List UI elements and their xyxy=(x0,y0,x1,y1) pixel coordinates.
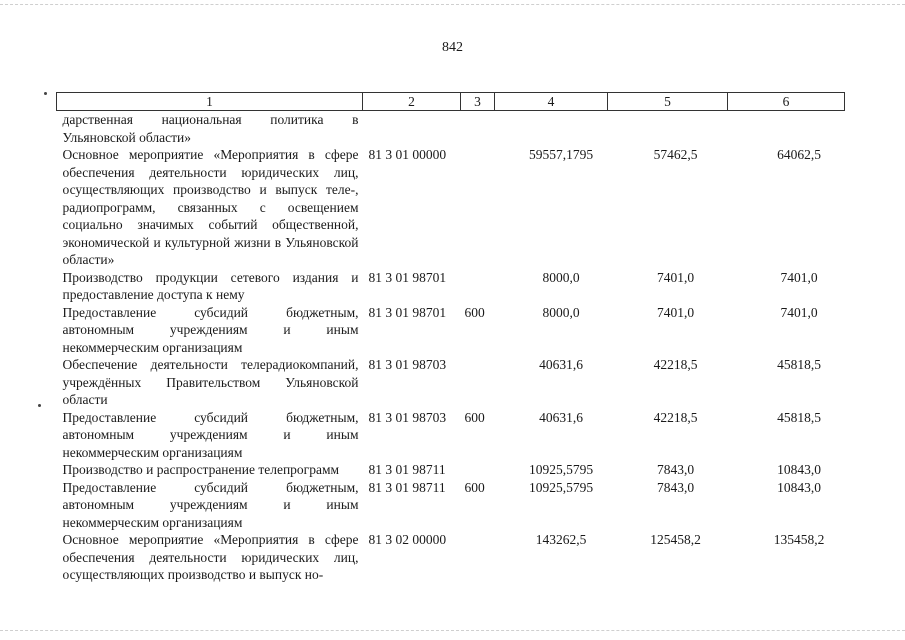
table-row xyxy=(57,409,845,462)
table-row xyxy=(57,146,845,269)
row-amount-year1: 40631,6 xyxy=(539,409,583,425)
row-name: Основное мероприятие «Мероприятия в сфере обеспечения деятельности юридических лиц, осуществляющих производство и выпуск теле-, радиопрограмм, связанных с освещением социально значимых событий общественной, экономической и культурной жизни в Ульяновской области» xyxy=(62,147,359,267)
header-col-year3: 6 xyxy=(728,93,845,111)
row-amount-year3: 45818,5 xyxy=(777,409,821,425)
row-expense-type xyxy=(461,356,495,409)
row-amount-year1: 40631,6 xyxy=(539,357,583,372)
row-expense-type: 600 xyxy=(464,479,485,495)
header-row xyxy=(57,93,845,111)
row-amount-year3: 7401,0 xyxy=(780,269,818,285)
row-amount-year1: 8000,0 xyxy=(542,269,580,285)
row-name: Основное мероприятие «Мероприятия в сфере обеспечения деятельности юридических лиц, осуществляющих производство и выпуск но- xyxy=(62,532,359,582)
row-code: 81 3 01 98703 xyxy=(368,357,447,372)
header-col-year2: 5 xyxy=(608,93,728,111)
row-expense-type xyxy=(461,269,495,304)
row-code: 81 3 01 98711 xyxy=(368,479,446,495)
table-header xyxy=(57,93,845,111)
row-expense-type xyxy=(461,111,495,147)
table-row xyxy=(57,461,845,479)
table-row xyxy=(57,479,845,532)
row-amount-year2 xyxy=(608,111,728,147)
row-name: Производство продукции сетевого издания и предоставление доступа к нему xyxy=(62,269,359,302)
margin-mark xyxy=(38,404,41,407)
row-amount-year1: 143262,5 xyxy=(535,532,587,547)
row-amount-year3: 10843,0 xyxy=(777,462,821,477)
row-amount-year2: 42218,5 xyxy=(653,409,698,425)
row-amount-year1: 10925,5795 xyxy=(528,479,594,495)
row-code: 81 3 01 98703 xyxy=(368,409,447,425)
budget-table xyxy=(56,92,845,584)
scan-edge-bottom xyxy=(0,630,905,631)
row-expense-type xyxy=(461,461,495,479)
row-amount-year3: 45818,5 xyxy=(777,357,821,372)
row-code: 81 3 02 00000 xyxy=(368,532,447,547)
row-amount-year3: 10843,0 xyxy=(777,479,821,495)
header-col-name: 1 xyxy=(57,93,363,111)
row-name: Предоставление субсидий бюджетным, автономным учреждениям и иным некоммерческим организациям xyxy=(62,479,359,530)
table-row xyxy=(57,304,845,357)
row-amount-year2: 57462,5 xyxy=(653,147,698,162)
row-amount-year2: 7843,0 xyxy=(656,462,695,477)
row-name: Производство и распространение телепрограмм xyxy=(62,462,340,477)
row-amount-year1: 59557,1795 xyxy=(528,147,594,162)
row-expense-type: 600 xyxy=(464,409,485,425)
row-code: 81 3 01 98701 xyxy=(368,269,447,285)
row-expense-type: 600 xyxy=(464,304,485,320)
row-name: дарственная национальная политика в Ульяновской области» xyxy=(62,112,359,145)
row-amount-year2: 7401,0 xyxy=(656,269,695,285)
row-amount-year1 xyxy=(495,111,608,147)
scan-edge-top xyxy=(0,4,905,5)
margin-mark xyxy=(44,92,47,95)
table-body xyxy=(57,111,845,584)
row-amount-year1: 8000,0 xyxy=(542,304,580,320)
row-name: Предоставление субсидий бюджетным, автономным учреждениям и иным некоммерческим организациям xyxy=(62,409,359,460)
row-amount-year3: 7401,0 xyxy=(780,304,818,320)
header-col-vr: 3 xyxy=(461,93,495,111)
table-row xyxy=(57,356,845,409)
table-row xyxy=(57,269,845,304)
row-amount-year3: 135458,2 xyxy=(773,532,825,547)
row-code: 81 3 01 00000 xyxy=(368,147,447,162)
row-amount-year2: 7843,0 xyxy=(656,479,695,495)
row-expense-type xyxy=(461,531,495,584)
row-amount-year3 xyxy=(728,111,845,147)
row-amount-year2: 42218,5 xyxy=(653,357,698,372)
row-amount-year3: 64062,5 xyxy=(777,147,821,162)
row-code xyxy=(363,111,461,147)
header-col-code: 2 xyxy=(363,93,461,111)
header-col-year1: 4 xyxy=(495,93,608,111)
row-name: Обеспечение деятельности телерадиокомпаний, учреждённых Правительством Ульяновской области xyxy=(62,357,359,407)
table-row xyxy=(57,111,845,147)
row-amount-year1: 10925,5795 xyxy=(528,462,594,477)
row-amount-year2: 125458,2 xyxy=(650,532,701,547)
page-number: 842 xyxy=(442,40,463,55)
row-expense-type xyxy=(461,146,495,269)
row-code: 81 3 01 98711 xyxy=(368,462,446,477)
table-row xyxy=(57,531,845,584)
row-code: 81 3 01 98701 xyxy=(368,304,447,320)
row-amount-year2: 7401,0 xyxy=(656,304,695,320)
row-name: Предоставление субсидий бюджетным, автономным учреждениям и иным некоммерческим организациям xyxy=(62,304,359,355)
